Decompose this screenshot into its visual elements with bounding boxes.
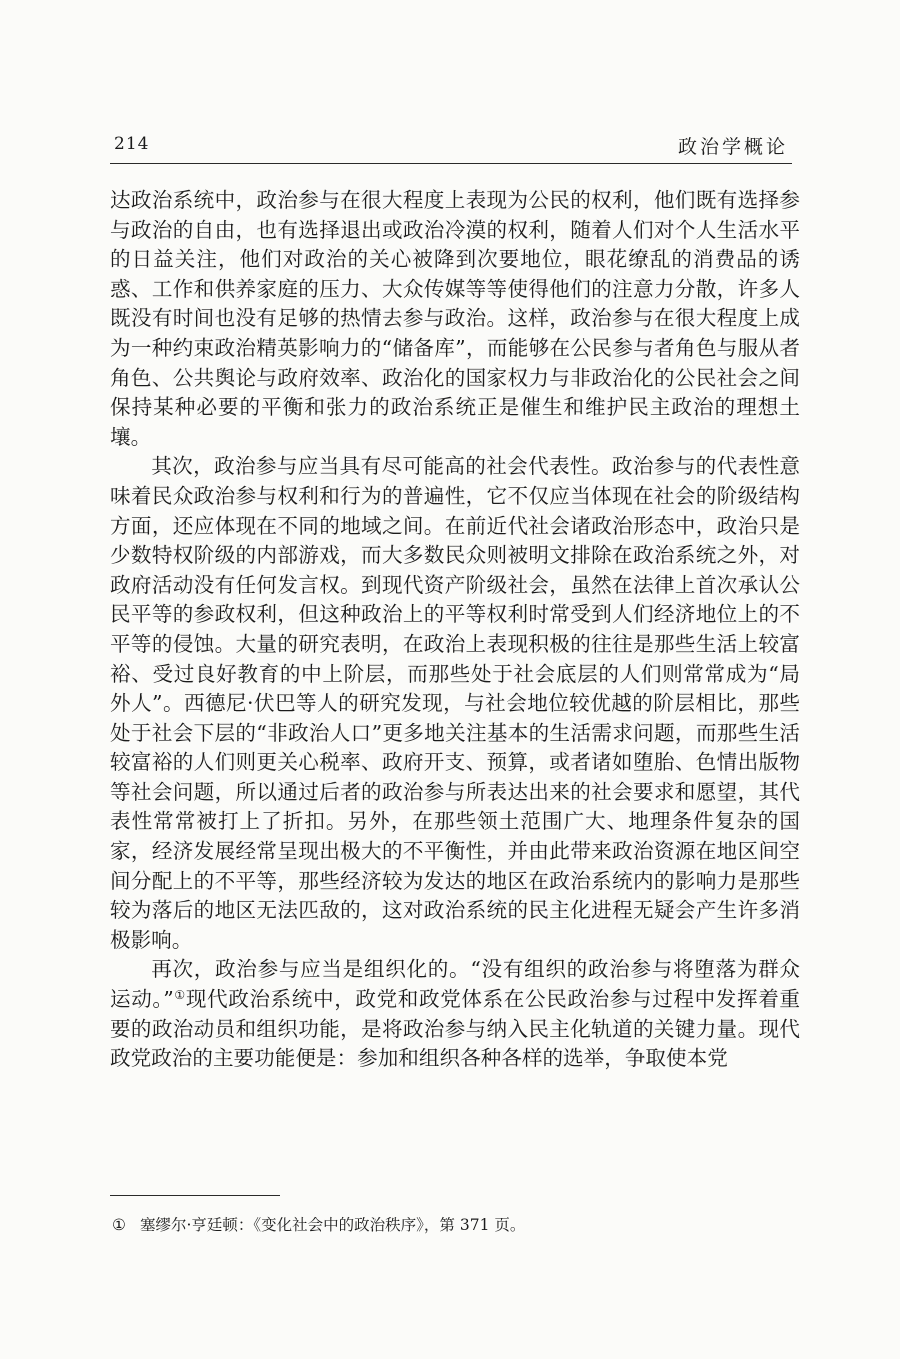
paragraph-organization-rest: 现代政治系统中，政党和政党体系在公民政治参与过程中发挥着重要的政治动员和组织功能，是将政治参与纳入民主化轨道的关键力量。现代政党政治的主要功能便是：参加和组织各种各样的选举，争取使本党: [110, 987, 800, 1071]
paragraph-continued: 达政治系统中，政治参与在很大程度上表现为公民的权利，他们既有选择参与政治的自由，也有选择退出或政治冷漠的权利，随着人们对个人生活水平的日益关注，他们对政治的关心被降到次要地位，眼花缭乱的消费品的诱惑、工作和供养家庭的压力、大众传媒等等使得他们的注意力分散，许多人既没有时间也没有足够的热情去参与政治。这样，政治参与在很大程度上成为一种约束政治精英影响力的“储备库”，而能够在公民参与者角色与服从者角色、公共舆论与政府效率、政治化的国家权力与非政治化的公民社会之间保持某种必要的平衡和张力的政治系统正是催生和维护民主政治的理想土壤。: [110, 188, 800, 449]
header-rule: [110, 163, 792, 164]
paragraph-organization-lead: 再次，政治参与应当是组织化的。“没有组织的政治参与将堕落为群众运动。”: [110, 957, 800, 1012]
footnote-rule: [110, 1195, 280, 1196]
body-text: [110, 186, 800, 1074]
page-number: 214: [114, 134, 150, 154]
paragraph-organization: [110, 955, 800, 1073]
footnote-reference: ①: [173, 988, 186, 1003]
footnote: [112, 1214, 792, 1236]
paragraph-representativeness: 其次，政治参与应当具有尽可能高的社会代表性。政治参与的代表性意味着民众政治参与权利和行为的普遍性，它不仅应当体现在社会的阶级结构方面，还应体现在不同的地域之间。在前近代社会诸政治形态中，政治只是少数特权阶级的内部游戏，而大多数民众则被明文排除在政治系统之外，对政府活动没有任何发言权。到现代资产阶级社会，虽然在法律上首次承认公民平等的参政权利，但这种政治上的平等权利时常受到人们经济地位上的不平等的侵蚀。大量的研究表明，在政治上表现积极的往往是那些生活上较富裕、受过良好教育的中上阶层，而那些处于社会底层的人们则常常成为“局外人”。西德尼·伏巴等人的研究发现，与社会地位较优越的阶层相比，那些处于社会下层的“非政治人口”更多地关注基本的生活需求问题，而那些生活较富裕的人们则更关心税率、政府开支、预算，或者诸如堕胎、色情出版物等社会问题，所以通过后者的政治参与所表达出来的社会要求和愿望，其代表性常常被打上了折扣。另外，在那些领土范围广大、地理条件复杂的国家，经济发展经常呈现出极大的不平衡性，并由此带来政治资源在地区间空间分配上的不平等，那些经济较为发达的地区在政治系统内的影响力是那些较为落后的地区无法匹敌的，这对政治系统的民主化进程无疑会产生许多消极影响。: [110, 454, 800, 952]
footnote-mark: ①: [112, 1216, 126, 1234]
footnote-text: 塞缪尔·亨廷顿：《变化社会中的政治秩序》，第 371 页。: [140, 1216, 526, 1234]
running-head: 政治学概论: [677, 136, 788, 158]
page-header: [110, 132, 792, 162]
